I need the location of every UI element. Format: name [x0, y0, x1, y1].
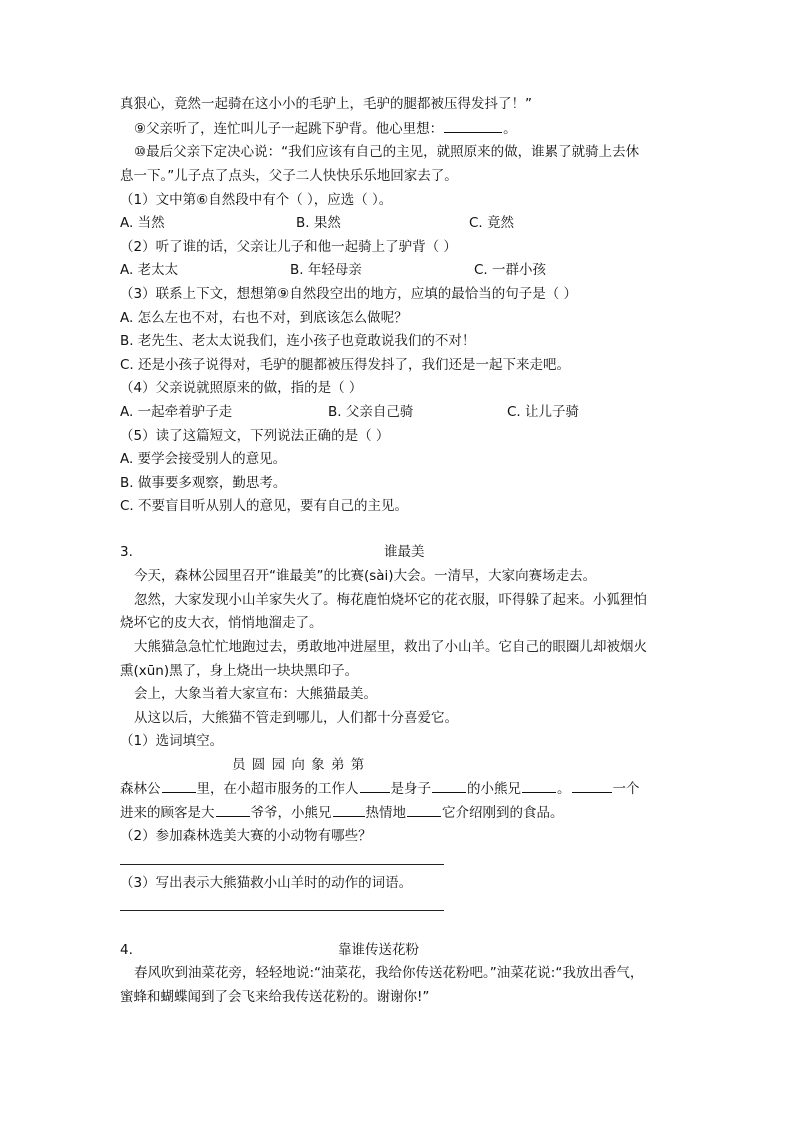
fill-text: 进来的顾客是大: [120, 805, 215, 821]
question-3: （3）写出表示大熊猫救小山羊时的动作的词语。: [120, 875, 413, 891]
fill-text: 爷爷，小熊兄: [250, 805, 332, 821]
fill-line: [120, 778, 640, 799]
fill-text: 一个: [612, 781, 640, 797]
fill-blank[interactable]: [216, 802, 250, 817]
question-5: （5）读了这篇短文，下列说法正确的是（ ）: [120, 428, 390, 444]
option-a[interactable]: A. 老太太: [120, 262, 179, 278]
option-a[interactable]: A. 要学会接受别人的意见。: [120, 451, 287, 467]
option-c[interactable]: C. 竟然: [469, 215, 515, 231]
question-3: （3）联系上下文，想想第⑨自然段空出的地方，应填的最恰当的句子是（ ）: [120, 286, 577, 302]
fill-text: 热情地: [365, 805, 406, 821]
fill-text: 里，在小超市服务的工作人: [196, 781, 359, 797]
question-1: （1）选词填空。: [120, 733, 224, 749]
story-line: ⑩最后父亲下定决心说：“我们应该有自己的主见，就照原来的做，谁累了就骑上去休: [134, 144, 640, 160]
option-b[interactable]: B. 做事要多观察，勤思考。: [120, 475, 287, 491]
story-line: 息一下。”儿子点了点头，父子二人快快乐乐地回家去了。: [120, 168, 458, 184]
option-c[interactable]: C. 让儿子骑: [507, 404, 580, 420]
fill-text: 。: [557, 781, 571, 797]
section-title: 谁最美: [384, 544, 425, 560]
story-line: 烧坏它的皮大衣，悄悄地溜走了。: [120, 615, 323, 631]
question-2: （2）参加森林选美大赛的小动物有哪些？: [120, 828, 372, 844]
word-bank: 员 圆 园 向 象 弟 第: [232, 757, 365, 773]
story-line: 春风吹到油菜花旁，轻轻地说:“油菜花，我给你传送花粉吧。”油菜花说:“我放出香气，: [134, 965, 644, 981]
story-text: ⑨父亲听了，连忙叫儿子一起跳下驴背。他心里想：: [134, 121, 444, 137]
fill-blank[interactable]: [333, 802, 365, 817]
question-4: （4）父亲说就照原来的做，指的是（ ）: [120, 380, 363, 396]
option-b[interactable]: B. 老先生、老太太说我们，连小孩子也竟敢说我们的不对！: [120, 333, 476, 349]
story-line: 蜜蜂和蝴蝶闻到了会飞来给我传送花粉的。谢谢你!”: [120, 989, 430, 1005]
option-c[interactable]: C. 不要盲目听从别人的意见，要有自己的主见。: [120, 498, 409, 514]
story-line: 真狠心，竟然一起骑在这小小的毛驴上，毛驴的腿都被压得发抖了！”: [120, 96, 532, 112]
option-b[interactable]: B. 父亲自己骑: [328, 404, 414, 420]
answer-line[interactable]: [120, 910, 444, 911]
fill-blank[interactable]: [522, 778, 556, 793]
option-b[interactable]: B. 果然: [296, 215, 341, 231]
section-number: 3.: [120, 544, 133, 560]
story-line: 会上，大象当着大家宣布：大熊猫最美。: [134, 686, 377, 702]
answer-line[interactable]: [120, 864, 444, 865]
question-1: （1）文中第⑥自然段中有个（ ），应选（ ）。: [120, 192, 393, 208]
story-line: [134, 118, 517, 139]
option-c[interactable]: C. 一群小孩: [474, 262, 547, 278]
fill-text: 的小熊兄: [467, 781, 521, 797]
fill-text: 是身子: [390, 781, 431, 797]
option-a[interactable]: A. 一起牵着驴子走: [120, 404, 233, 420]
fill-text: 森林公: [120, 781, 161, 797]
section-number: 4.: [120, 942, 133, 958]
fill-blank[interactable]: [407, 802, 441, 817]
story-line: 熏(xūn)黑了，身上烧出一块块黑印子。: [120, 663, 359, 679]
fill-blank[interactable]: [162, 778, 196, 793]
story-line: 从这以后，大熊猫不管走到哪儿，人们都十分喜爱它。: [134, 710, 458, 726]
story-line: 今天，森林公园里召开“谁最美”的比赛(sài)大会。一清早，大家向赛场走去。: [134, 568, 597, 584]
fill-text: 它介绍刚到的食品。: [442, 805, 564, 821]
option-a[interactable]: A. 怎么左也不对，右也不对，到底该怎么做呢？: [120, 310, 408, 326]
fill-blank[interactable]: [432, 778, 466, 793]
option-c[interactable]: C. 还是小孩子说得对，毛驴的腿都被压得发抖了，我们还是一起下来走吧。: [120, 357, 571, 373]
fill-blank[interactable]: [572, 778, 612, 793]
story-line: 忽然，大家发现小山羊家失火了。梅花鹿怕烧坏它的花衣服，吓得躲了起来。小狐狸怕: [134, 592, 647, 608]
story-line: 大熊猫急急忙忙地跑过去，勇敢地冲进屋里，救出了小山羊。它自己的眼圈儿却被烟火: [134, 639, 647, 655]
option-a[interactable]: A. 当然: [120, 215, 165, 231]
question-2: （2）听了谁的话，父亲让儿子和他一起骑上了驴背（ ）: [120, 239, 457, 255]
section-title: 靠谁传送花粉: [338, 942, 419, 958]
fill-line: [120, 802, 564, 823]
option-b[interactable]: B. 年轻母亲: [290, 262, 362, 278]
fill-blank[interactable]: [360, 778, 390, 793]
fill-blank[interactable]: [444, 118, 502, 133]
story-text: 。: [503, 121, 517, 137]
